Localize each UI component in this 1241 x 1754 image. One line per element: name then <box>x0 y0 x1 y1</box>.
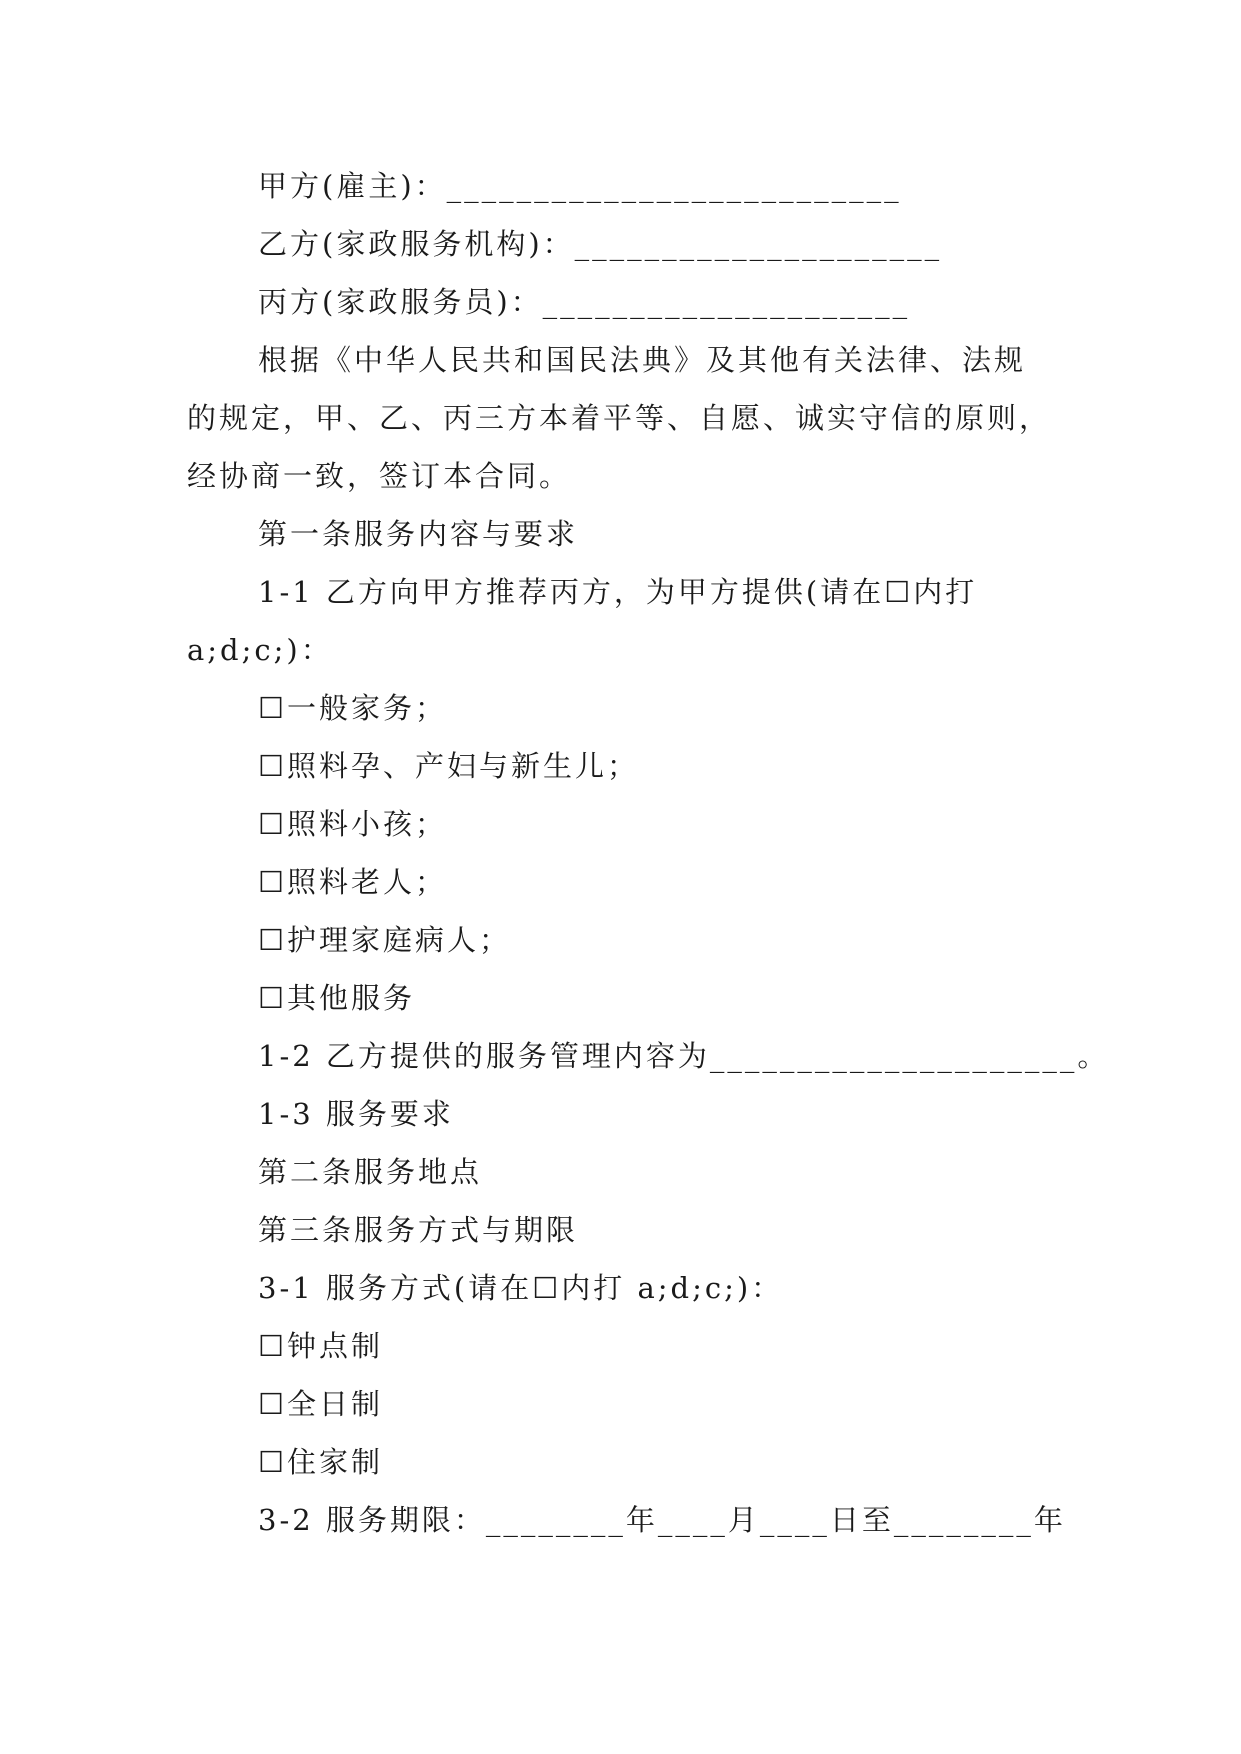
article-2-heading: 第二条服务地点 <box>258 1155 483 1189</box>
option-child-care: ☐照料小孩； <box>258 807 447 841</box>
article-3-heading: 第三条服务方式与期限 <box>258 1213 579 1247</box>
option-other-services: ☐其他服务 <box>258 981 415 1015</box>
option-hourly: ☐钟点制 <box>258 1329 383 1363</box>
clause-1-2: 1-2 乙方提供的服务管理内容为_____________________。 <box>258 1039 1110 1073</box>
preamble-line-1: 根据《中华人民共和国民法典》及其他有关法律、法规 <box>258 343 1027 377</box>
preamble-line-3: 经协商一致，签订本合同。 <box>187 459 572 493</box>
clause-1-1-line-2: a;d;c;)： <box>187 633 333 667</box>
clause-1-1-line-1: 1-1 乙方向甲方推荐丙方，为甲方提供(请在☐内打 <box>258 575 978 609</box>
clause-1-3: 1-3 服务要求 <box>258 1097 454 1131</box>
article-1-heading: 第一条服务内容与要求 <box>258 517 579 551</box>
party-a-line: 甲方(雇主)：__________________________ <box>258 169 902 203</box>
party-c-line: 丙方(家政服务员)：_____________________ <box>258 285 911 319</box>
clause-3-1: 3-1 服务方式(请在☐内打 a;d;c;)： <box>258 1271 784 1305</box>
option-patient-care: ☐护理家庭病人； <box>258 923 511 957</box>
option-maternity-newborn: ☐照料孕、产妇与新生儿； <box>258 749 639 783</box>
party-b-line: 乙方(家政服务机构)：_____________________ <box>258 227 943 261</box>
option-live-in: ☐住家制 <box>258 1445 383 1479</box>
option-full-day: ☐全日制 <box>258 1387 383 1421</box>
option-general-housework: ☐一般家务； <box>258 691 447 725</box>
clause-3-2: 3-2 服务期限：________年____月____日至________年 <box>258 1503 1066 1537</box>
option-elderly-care: ☐照料老人； <box>258 865 447 899</box>
preamble-line-2: 的规定，甲、乙、丙三方本着平等、自愿、诚实守信的原则， <box>187 401 1052 435</box>
